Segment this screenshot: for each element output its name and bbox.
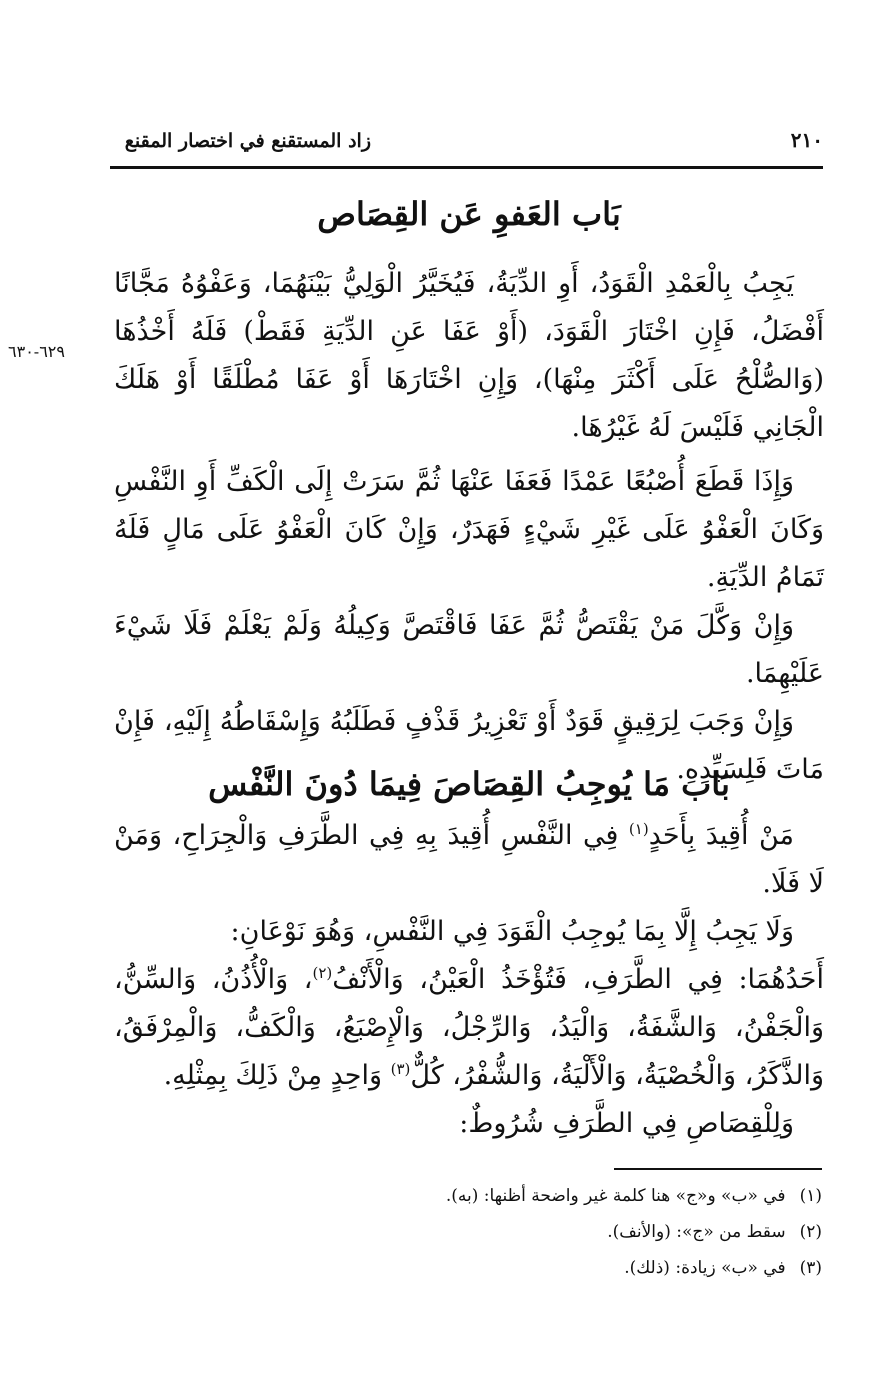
- footnotes: [114, 1178, 822, 1286]
- paragraph: وَلِلْقِصَاصِ فِي الطَّرَفِ شُرُوطٌ:: [459, 1108, 794, 1139]
- paragraph-text: أَحَدُهُمَا: فِي الطَّرَفِ، فَتُؤْخَذُ الْعَيْنُ، وَالْأَنْفُ: [332, 964, 824, 995]
- footnote: [114, 1250, 822, 1286]
- footnote-text: سقط من «ج»: (والأنف).: [607, 1222, 786, 1242]
- paragraph-text: وَاحِدٍ مِنْ ذَلِكَ بِمِثْلِهِ.: [163, 1060, 391, 1091]
- paragraph: [114, 812, 824, 908]
- footnote-ref-2: (٢): [312, 964, 333, 982]
- footnote-rule: [614, 1168, 822, 1170]
- paragraph-text: ، وَالْأُذُنُ، وَالسِّنُّ، وَالْجَفْنُ، وَالشَّفَةُ، وَالْيَدُ، وَالرِّجْلُ، وَالْإِصْبَعُ، وَالْكَفُّ، وَالْمِرْفَقُ، وَالذَّكَرُ، وَالْخُصْيَةُ، وَالْأَلْيَةُ، وَالشُّفْرُ، كُلٌّ: [114, 964, 824, 1091]
- footnote-text: في «ب» و«ج» هنا كلمة غير واضحة أظنها: (به).: [445, 1186, 786, 1206]
- footnote: [114, 1214, 822, 1250]
- footnote-number: (١): [799, 1186, 822, 1206]
- margin-note: ٦٢٩-٦٣٠: [8, 342, 65, 361]
- running-title: زاد المستقنع في اختصار المقنع: [124, 130, 371, 152]
- section-2: [114, 756, 824, 1148]
- paragraph-text: فِي النَّفْسِ أُقِيدَ بِهِ فِي الطَّرَفِ وَالْجِرَاحِ، وَمَنْ لَا فَلَا.: [114, 820, 824, 899]
- paragraph: وَإِذَا قَطَعَ أُصْبُعًا عَمْدًا فَعَفَا عَنْهَا ثُمَّ سَرَتْ إِلَى الْكَفِّ أَوِ النَّفْسِ وَكَانَ الْعَفْوُ عَلَى غَيْرِ شَيْءٍ فَهَدَرٌ، وَإِنْ كَانَ الْعَفْوُ عَلَى مَالٍ فَلَهُ تَمَامُ الدِّيَةِ.: [114, 466, 824, 593]
- paragraph: [114, 956, 824, 1100]
- footnote-number: (٢): [799, 1222, 822, 1242]
- footnote: [114, 1178, 822, 1214]
- footnote-text: في «ب» زيادة: (ذلك).: [624, 1258, 786, 1278]
- paragraph: وَإِنْ وَكَّلَ مَنْ يَقْتَصُّ ثُمَّ عَفَا فَاقْتَصَّ وَكِيلُهُ وَلَمْ يَعْلَمْ فَلَا شَيْءَ عَلَيْهِمَا.: [114, 610, 824, 689]
- page-number: ٢١٠: [790, 128, 823, 152]
- paragraph: يَجِبُ بِالْعَمْدِ الْقَوَدُ، أَوِ الدِّيَةُ، فَيُخَيَّرُ الْوَلِيُّ بَيْنَهُمَا، وَعَفْوُهُ مَجَّانًا أَفْضَلُ، فَإِنِ اخْتَارَ الْقَوَدَ، (أَوْ عَفَا عَنِ الدِّيَةِ فَقَطْ) فَلَهُ أَخْذُهَا (وَالصُّلْحُ عَلَى أَكْثَرَ مِنْهَا)، وَإِنِ اخْتَارَهَا أَوْ عَفَا مُطْلَقًا أَوْ هَلَكَ الْجَانِي فَلَيْسَ لَهُ غَيْرُهَا.: [114, 268, 824, 443]
- paragraph: وَإِنْ وَجَبَ لِرَقِيقٍ قَوَدٌ أَوْ تَعْزِيرُ قَذْفٍ فَطَلَبُهُ وَإِسْقَاطُهُ إِلَيْهِ، فَإِنْ مَاتَ فَلِسَيِّدِهِ.: [114, 706, 824, 785]
- running-header: [110, 122, 823, 162]
- chapter-title-2: بَاب مَا يُوجِبُ القِصَاصَ فِيمَا دُونَ النَّفْس: [208, 765, 730, 803]
- chapter-title-1: بَاب العَفوِ عَن القِصَاص: [317, 195, 621, 233]
- footnote-ref-1: (١): [628, 820, 649, 838]
- paragraph: وَلَا يَجِبُ إِلَّا بِمَا يُوجِبُ الْقَوَدَ فِي النَّفْسِ، وَهُوَ نَوْعَانِ:: [230, 916, 794, 947]
- footnote-number: (٣): [799, 1258, 822, 1278]
- footnote-ref-3: (٣): [390, 1060, 411, 1078]
- section-1: [114, 186, 824, 794]
- paragraph-text: مَنْ أُقِيدَ بِأَحَدٍ: [648, 820, 794, 851]
- header-rule: [110, 166, 823, 169]
